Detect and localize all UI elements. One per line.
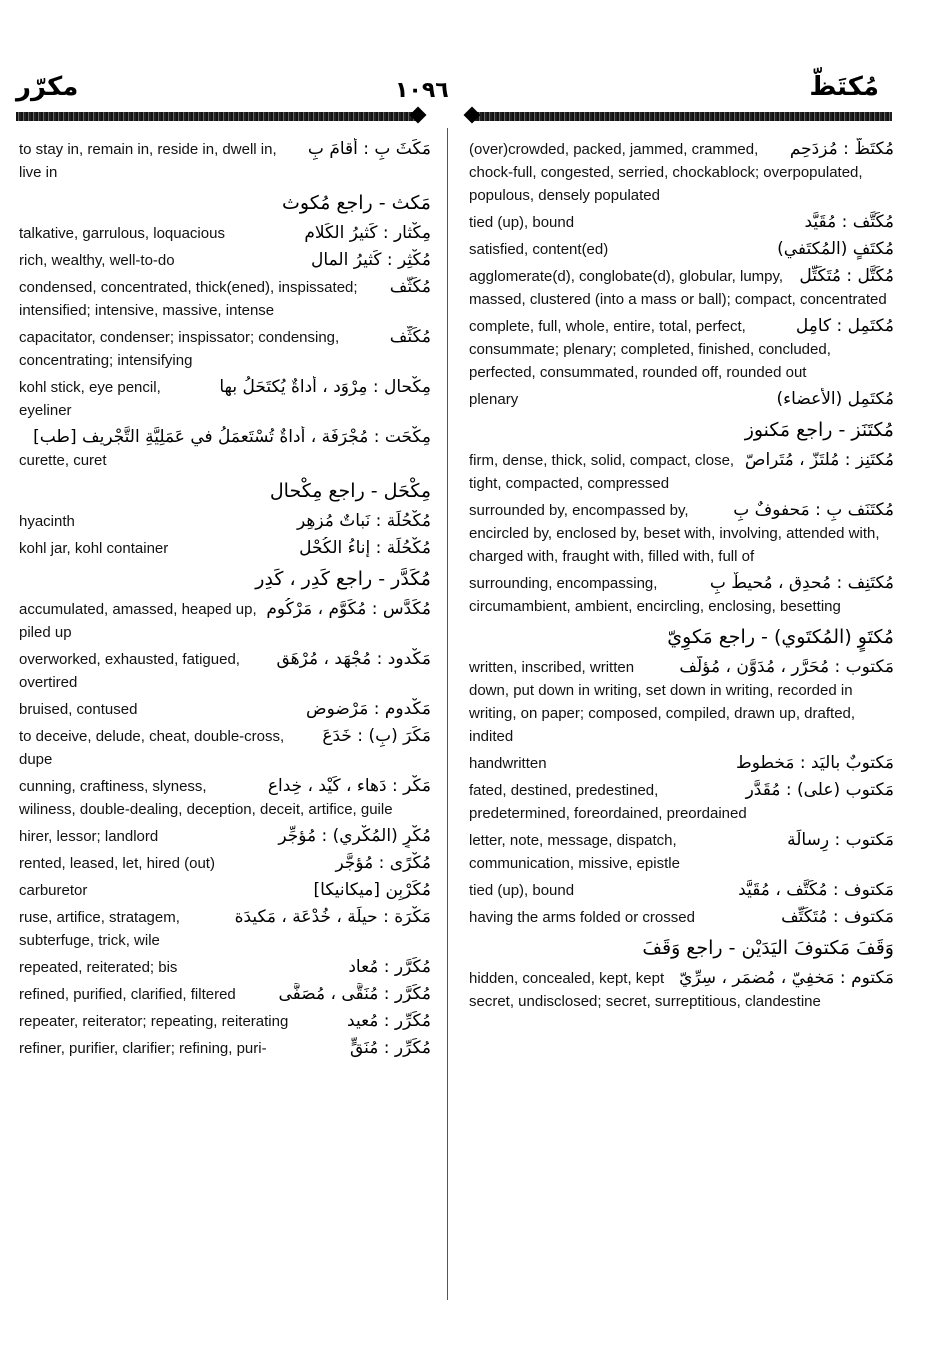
dictionary-entry bbox=[19, 725, 431, 771]
dictionary-entry bbox=[19, 906, 431, 952]
arabic-headword: مَكتوف : مُتَكَتِّف bbox=[781, 907, 894, 927]
arabic-headword: مُكْرًى : مُؤجَّر bbox=[335, 853, 431, 873]
arabic-headword: مُكْحُلَة : نَباتٌ مُزهِر bbox=[296, 511, 431, 531]
right-column bbox=[469, 138, 894, 1017]
english-definition: fated, destined, predestined, predetermined, foreordained, preordained bbox=[469, 782, 747, 822]
english-definition: agglomerate(d), conglobate(d), globular, lumpy, massed, clustered (into a mass or ball); compact, concentrated bbox=[469, 268, 887, 308]
dictionary-entry bbox=[469, 752, 894, 775]
english-definition: having the arms folded or crossed bbox=[469, 909, 695, 926]
dictionary-entry bbox=[19, 138, 431, 184]
english-definition: hidden, concealed, kept, kept secret, undisclosed; secret, surreptitious, clandestine bbox=[469, 970, 821, 1010]
dictionary-entry bbox=[19, 276, 431, 322]
column-divider bbox=[447, 128, 448, 1300]
dictionary-entry bbox=[469, 967, 894, 1013]
guide-word-right: مُكتَظّ bbox=[809, 72, 879, 102]
english-definition: kohl stick, eye pencil, eyeliner bbox=[19, 379, 161, 419]
left-column bbox=[19, 138, 431, 1064]
arabic-headword: مِكْحَل - راجع مِكْحال bbox=[269, 480, 431, 502]
arabic-headword: مَكث - راجع مُكوث bbox=[282, 192, 431, 214]
dictionary-entry bbox=[19, 564, 431, 594]
dictionary-entry bbox=[19, 1010, 431, 1033]
dictionary-entry bbox=[19, 476, 431, 506]
dictionary-entry bbox=[469, 499, 894, 568]
english-definition: curette, curet bbox=[19, 452, 107, 469]
dictionary-entry bbox=[19, 426, 431, 472]
arabic-headword: مُكَرَّر : مُنَقًّى ، مُصَفًّى bbox=[278, 984, 431, 1004]
arabic-headword: مُكَرْبِن [ميكانيكا] bbox=[313, 880, 431, 900]
arabic-headword: مُكَدَّس : مُكَوَّم ، مَرْكُوم bbox=[266, 599, 431, 619]
arabic-headword: مُكتَوٍ (المُكتَوي) - راجع مَكوِيّ bbox=[667, 626, 894, 648]
english-definition: hirer, lessor; landlord bbox=[19, 828, 159, 845]
dictionary-entry bbox=[469, 879, 894, 902]
arabic-headword: مِكْثار : كَثيرُ الكَلام bbox=[304, 223, 431, 243]
arabic-headword: مُكَرَّر : مُعاد bbox=[348, 957, 431, 977]
arabic-headword: مَكْر : دَهاء ، كَيْد ، خِداع bbox=[267, 776, 431, 796]
arabic-headword: مُكتَنَز - راجع مَكنوز bbox=[744, 419, 894, 441]
arabic-headword: مَكْرَة : حيلَة ، خُدْعَة ، مَكيدَة bbox=[234, 907, 431, 927]
dictionary-entry bbox=[469, 572, 894, 618]
arabic-headword: مَكتوب : رِسالَة bbox=[787, 830, 894, 850]
arabic-headword: مُكَثِّف bbox=[389, 327, 431, 347]
dictionary-entry bbox=[469, 829, 894, 875]
arabic-headword: مِكْحَت : مُجْرَفَة ، أداةٌ تُسْتَعمَلُ في عَمَلِيَّةِ التَّجْريف [طب] bbox=[33, 427, 431, 447]
dictionary-entry bbox=[469, 906, 894, 929]
english-definition: tied (up), bound bbox=[469, 214, 575, 231]
arabic-headword: مُكَثَّف bbox=[389, 277, 431, 297]
dictionary-entry bbox=[19, 648, 431, 694]
dictionary-entry bbox=[469, 138, 894, 207]
english-definition: surrounding, encompassing, circumambient, ambient, encircling, enclosing, besetting bbox=[469, 575, 841, 615]
english-definition: to deceive, delude, cheat, double-cross, dupe bbox=[19, 728, 285, 768]
arabic-headword: مُكتَظّ : مُزدَحِم bbox=[789, 139, 894, 159]
english-definition: refiner, purifier, clarifier; refining, puri- bbox=[19, 1040, 267, 1057]
arabic-headword: مُكَرِّر : مُنَقٍّ bbox=[349, 1038, 431, 1058]
arabic-headword: مَكتوب : مُحَرَّر ، مُدَوَّن ، مُؤلَّف bbox=[679, 657, 894, 677]
english-definition: carburetor bbox=[19, 882, 88, 899]
english-definition: (over)crowded, packed, jammed, crammed, chock-full, congested, serried, chockablock; overpopulated, populous, densely populated bbox=[469, 141, 863, 204]
dictionary-entry bbox=[469, 211, 894, 234]
english-definition: to stay in, remain in, reside in, dwell in, live in bbox=[19, 141, 277, 181]
dictionary-entry bbox=[19, 775, 431, 821]
english-definition: kohl jar, kohl container bbox=[19, 540, 169, 557]
english-definition: condensed, concentrated, thick(ened), inspissated; intensified; intensive, massive, intense bbox=[19, 279, 358, 319]
header-rule-right bbox=[472, 112, 892, 121]
dictionary-entry bbox=[469, 622, 894, 652]
english-definition: rented, leased, let, hired (out) bbox=[19, 855, 215, 872]
english-definition: plenary bbox=[469, 391, 519, 408]
dictionary-entry bbox=[19, 852, 431, 875]
english-definition: letter, note, message, dispatch, communication, missive, epistle bbox=[469, 832, 680, 872]
page-number: ١٠٩٦ bbox=[395, 78, 449, 103]
arabic-headword: مُكتَنِف : مُحدِق ، مُحيطٌ بِ bbox=[709, 573, 894, 593]
arabic-headword: مَكتوم : مَخفِيّ ، مُضمَر ، سِرِّيّ bbox=[679, 968, 894, 988]
header-rule-left bbox=[16, 112, 418, 121]
dictionary-entry bbox=[19, 249, 431, 272]
english-definition: handwritten bbox=[469, 755, 547, 772]
arabic-headword: مَكتوف : مُكَتَّف ، مُقَيَّد bbox=[738, 880, 894, 900]
dictionary-entry bbox=[19, 598, 431, 644]
dictionary-entry bbox=[469, 779, 894, 825]
arabic-headword: مُكتَمِل : كامِل bbox=[795, 316, 894, 336]
dictionary-entry bbox=[469, 449, 894, 495]
english-definition: refined, purified, clarified, filtered bbox=[19, 986, 236, 1003]
dictionary-entry bbox=[469, 656, 894, 748]
english-definition: overworked, exhausted, fatigued, overtired bbox=[19, 651, 240, 691]
dictionary-entry bbox=[19, 1037, 431, 1060]
english-definition: talkative, garrulous, loquacious bbox=[19, 225, 225, 242]
dictionary-entry bbox=[19, 825, 431, 848]
guide-word-left: مكرّر bbox=[16, 72, 79, 102]
dictionary-entry bbox=[19, 510, 431, 533]
arabic-headword: مُكْحُلَة : إناءُ الكُحْل bbox=[299, 538, 431, 558]
dictionary-entry bbox=[469, 415, 894, 445]
dictionary-entry bbox=[19, 698, 431, 721]
english-definition: repeated, reiterated; bis bbox=[19, 959, 178, 976]
english-definition: complete, full, whole, entire, total, perfect, consummate; plenary; completed, finished, concluded, perfected, consummated, rounded off, rounded out bbox=[469, 318, 831, 381]
dictionary-entry bbox=[19, 326, 431, 372]
dictionary-entry bbox=[19, 956, 431, 979]
dictionary-entry bbox=[19, 222, 431, 245]
dictionary-entry bbox=[19, 376, 431, 422]
english-definition: surrounded by, encompassed by, encircled by, enclosed by, beset with, involving, attended with, charged with, fraught with, filled with, full of bbox=[469, 502, 880, 565]
arabic-headword: مُكتَنَف بِ : مَحفوفٌ بِ bbox=[733, 500, 894, 520]
english-definition: hyacinth bbox=[19, 513, 75, 530]
arabic-headword: مَكَثَ بِ : أقامَ بِ bbox=[307, 139, 431, 159]
english-definition: firm, dense, thick, solid, compact, close, tight, compacted, compressed bbox=[469, 452, 735, 492]
arabic-headword: مَكتوب (على) : مُقَدَّر bbox=[745, 780, 894, 800]
dictionary-entry bbox=[19, 879, 431, 902]
english-definition: satisfied, content(ed) bbox=[469, 241, 609, 258]
arabic-headword: مُكتَفٍ (المُكتَفي) bbox=[777, 239, 894, 259]
english-definition: tied (up), bound bbox=[469, 882, 575, 899]
english-definition: capacitator, condenser; inspissator; condensing, concentrating; intensifying bbox=[19, 329, 340, 369]
arabic-headword: مُكَتَّف : مُقَيَّد bbox=[804, 212, 894, 232]
english-definition: repeater, reiterator; repeating, reiterating bbox=[19, 1013, 289, 1030]
arabic-headword: وَقَفَ مَكتوفَ اليَدَيْن - راجع وَقَفَ bbox=[642, 937, 894, 959]
arabic-headword: مُكْرٍ (المُكْري) : مُؤجِّر bbox=[278, 826, 431, 846]
arabic-headword: مُكْثِر : كَثيرُ المال bbox=[311, 250, 431, 270]
arabic-headword: مَكتوبٌ باليَد : مَخطوط bbox=[735, 753, 894, 773]
dictionary-entry bbox=[19, 537, 431, 560]
arabic-headword: مُكَتَّل : مُتَكَتِّل bbox=[799, 266, 894, 286]
dictionary-entry bbox=[19, 188, 431, 218]
dictionary-entry bbox=[19, 983, 431, 1006]
english-definition: ruse, artifice, stratagem, subterfuge, trick, wile bbox=[19, 909, 180, 949]
english-definition: accumulated, amassed, heaped up, piled up bbox=[19, 601, 257, 641]
english-definition: written, inscribed, written down, put down in writing, set down in writing, recorded in writing, on paper; composed, compiled, drawn up, drafted, indited bbox=[469, 659, 856, 745]
english-definition: bruised, contused bbox=[19, 701, 138, 718]
dictionary-entry bbox=[469, 388, 894, 411]
dictionary-entry bbox=[469, 238, 894, 261]
arabic-headword: مُكتَمِل (الأعضاء) bbox=[776, 389, 894, 409]
arabic-headword: مِكْحال : مِرْوَد ، أداةٌ يُكتَحَلُ بها bbox=[219, 377, 431, 397]
arabic-headword: مَكَرَ (بِ) : خَدَعَ bbox=[322, 726, 431, 746]
arabic-headword: مَكْدوم : مَرْضوض bbox=[306, 699, 431, 719]
arabic-headword: مُكتَنِز : مُلتَزّ ، مُتَراصّ bbox=[744, 450, 894, 470]
arabic-headword: مَكْدود : مُجْهَد ، مُرْهَق bbox=[276, 649, 431, 669]
english-definition: rich, wealthy, well-to-do bbox=[19, 252, 175, 269]
dictionary-entry bbox=[469, 315, 894, 384]
arabic-headword: مُكَدَّر - راجع كَدِر ، كَدِر bbox=[255, 568, 431, 590]
arabic-headword: مُكَرِّر : مُعيد bbox=[347, 1011, 431, 1031]
dictionary-entry bbox=[469, 265, 894, 311]
english-definition: cunning, craftiness, slyness, wiliness, double-dealing, deception, deceit, artifice, guile bbox=[19, 778, 393, 818]
dictionary-entry bbox=[469, 933, 894, 963]
